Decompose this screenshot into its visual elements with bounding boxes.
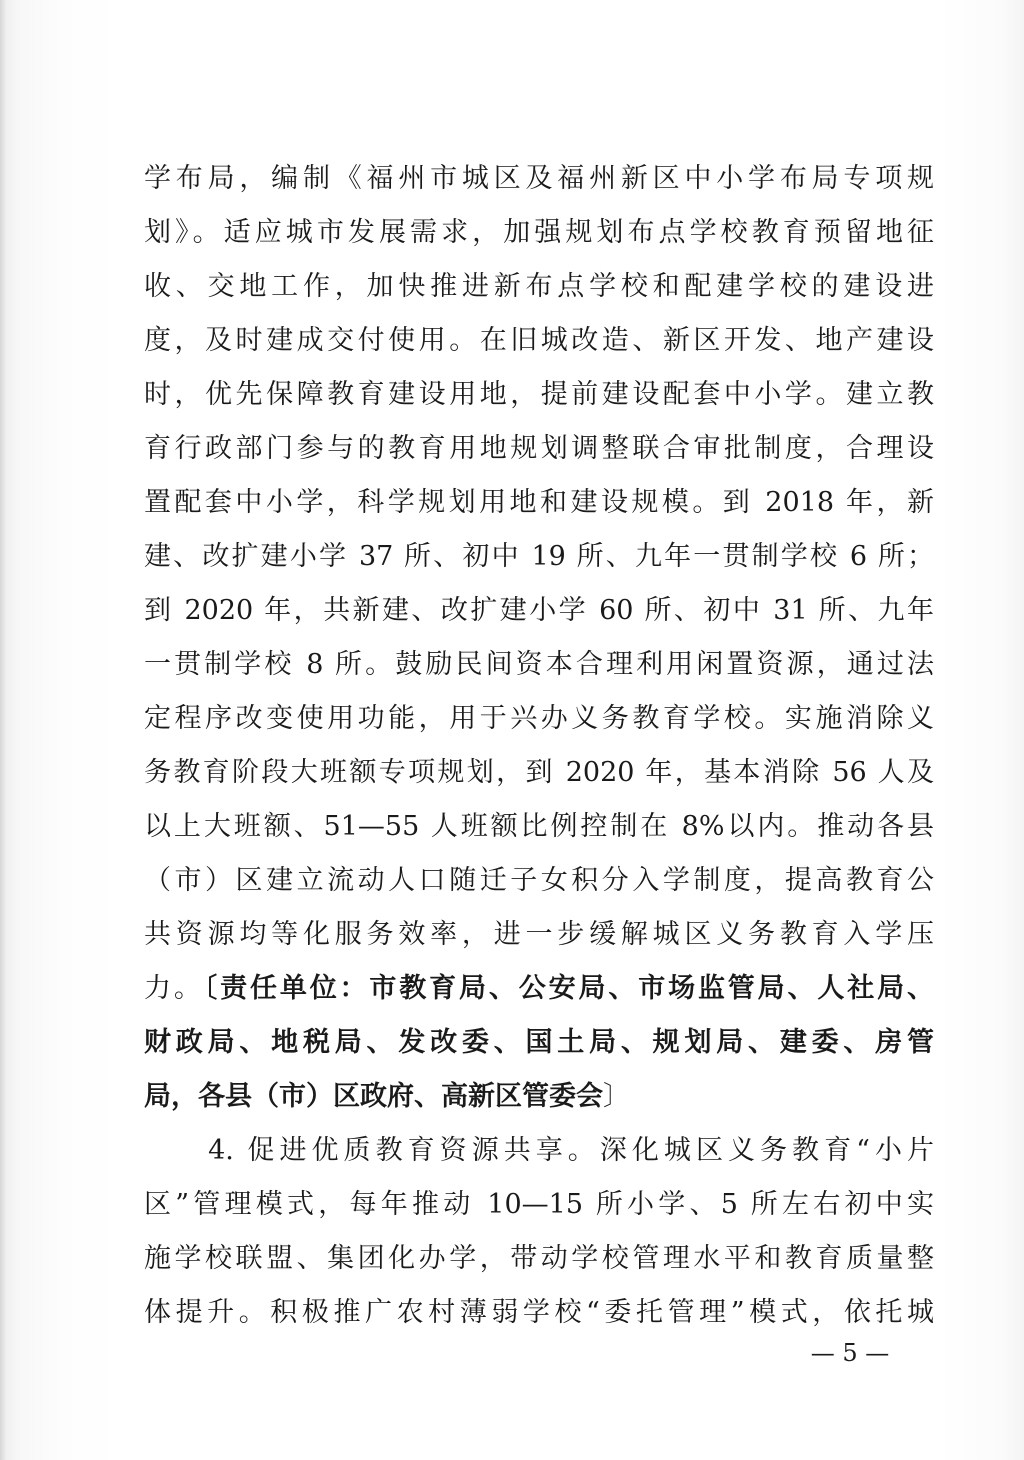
body-line-6: 育行政部门参与的教育用地规划调整联合审批制度，合理设 (144, 433, 934, 464)
item-4-line-3: 施学校联盟、集团化办学，带动学校管理水平和教育质量整 (144, 1243, 934, 1274)
body-line-7: 置配套中小学，科学规划用地和建设规模。到 2018 年，新 (144, 487, 934, 518)
document-body (144, 152, 934, 1340)
responsibility-line-3 (144, 1070, 934, 1124)
body-line-4: 度，及时建成交付使用。在旧城改造、新区开发、地产建设 (144, 325, 934, 356)
line-lead-text: 力。 (144, 973, 204, 1004)
responsible-units-part-2: 财政局、地税局、发改委、国土局、规划局、建委、房管 (144, 1027, 934, 1058)
body-line-9: 到 2020 年，共新建、改扩建小学 60 所、初中 31 所、九年 (144, 595, 934, 626)
responsible-units-part-3: 局，各县（市）区政府、高新区管委会 (144, 1081, 603, 1112)
body-line-11: 定程序改变使用功能，用于兴办义务教育学校。实施消除义 (144, 703, 934, 734)
body-line-1: 学布局，编制《福州市城区及福州新区中小学布局专项规 (144, 163, 934, 194)
body-line-14: （市）区建立流动人口随迁子女积分入学制度，提高教育公 (144, 865, 934, 896)
item-4-heading-line: 4. 促进优质教育资源共享。深化城区义务教育“小片 (144, 1135, 934, 1166)
item-4-line-4: 体提升。积极推广农村薄弱学校“委托管理”模式，依托城 (144, 1297, 934, 1328)
body-line-8: 建、改扩建小学 37 所、初中 19 所、九年一贯制学校 6 所； (144, 541, 934, 572)
body-line-3: 收、交地工作，加快推进新布点学校和配建学校的建设进 (144, 271, 934, 302)
body-line-15: 共资源均等化服务效率，进一步缓解城区义务教育入学压 (144, 919, 934, 950)
body-line-10: 一贯制学校 8 所。鼓励民间资本合理利用闲置资源，通过法 (144, 649, 934, 680)
body-line-2: 划》。适应城市发展需求，加强规划布点学校教育预留地征 (144, 217, 934, 248)
body-line-5: 时，优先保障教育建设用地，提前建设配套中小学。建立教 (144, 379, 934, 410)
responsible-units-part-1: 〔责任单位：市教育局、公安局、市场监管局、人社局、 (203, 973, 934, 1004)
body-line-12: 务教育阶段大班额专项规划，到 2020 年，基本消除 56 人及 (144, 757, 934, 788)
body-line-13: 以上大班额、51—55 人班额比例控制在 8%以内。推动各县 (144, 811, 934, 842)
responsibility-line-1 (144, 962, 934, 1016)
closing-bracket: 〕 (603, 1081, 630, 1112)
page-number: — 5 — (810, 1339, 890, 1367)
item-4-line-2: 区”管理模式，每年推动 10—15 所小学、5 所左右初中实 (144, 1189, 934, 1220)
scan-shadow-edge (0, 0, 6, 1460)
